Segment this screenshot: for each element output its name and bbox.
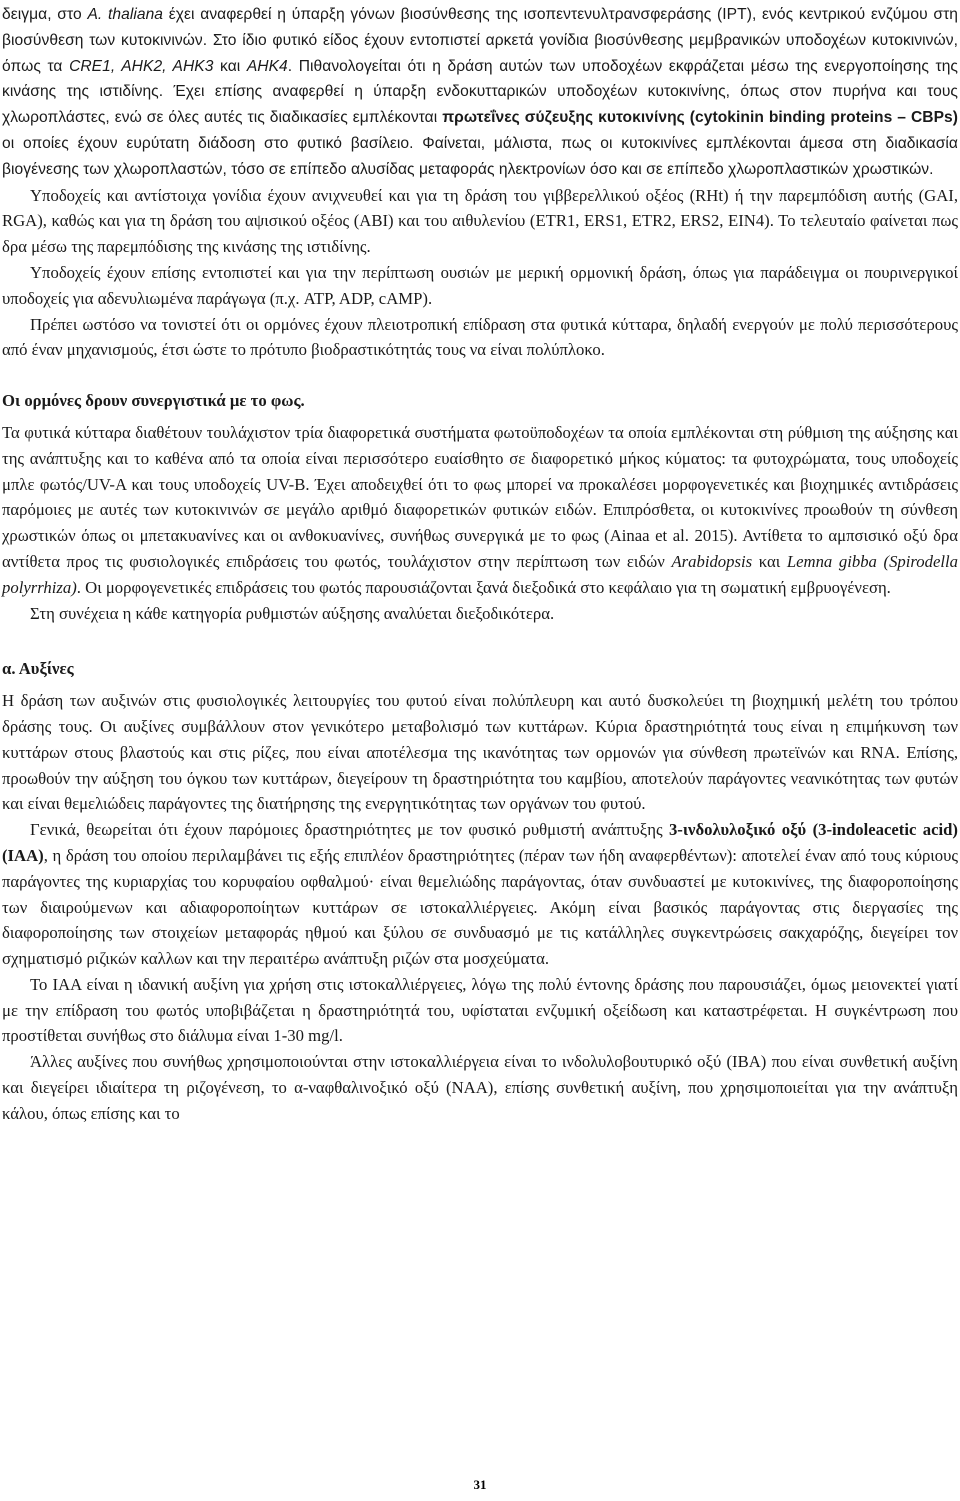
paragraph-photoreceptors: Τα φυτικά κύτταρα διαθέτουν τουλάχιστον τρία διαφορετικά συστήματα φωτοϋποδοχέων τα οποία εμπλέκονται στη ρύθμιση της αύξησης και της ανάπτυξης και το καθένα από τα οποία είναι περισσότερο ευαίσθητο σε διαφορετικό μήκος κύματος: τα φυτοχρώματα, τους υποδοχείς μπλε φωτός/UV-A και τους υποδοχείς UV-B. Έχει αποδειχθεί ότι το φως μπορεί να προκαλέσει μορφογενετικές και βιοχημικές αντιδράσεις παρόμοιες με αυτές των κυτοκινινών σε μεγάλο αριθμό διαφορετικών φυτικών ειδών. Επιπρόσθετα, οι κυτοκινίνες προωθούν τη σύνθεση χρωστικών όπως οι μπετακυανίνες και οι ανθοκυανίνες, συνήθως συνεργικά με το φως (Ainaa et al. 2015). Αντίθετα το αμπσισικό οξύ δρα αντίθετα προς τις φυσιολογικές επιδράσεις του φωτός, τουλάχιστον στην περίπτωση των ειδών Arabidopsis και Lemna gibba (Spirodella polyrrhiza). Οι μορφογενετικές επιδράσεις του φωτός παρουσιάζονται ξανά διεξοδικά στο κεφάλαιο για τη σωματική εμβρυογένεση. — [2, 422, 958, 597]
paragraph-purinergic-receptors: Υποδοχείς έχουν επίσης εντοπιστεί και για την περίπτωση ουσιών με μερική ορμονική δράση, όπως για παράδειγμα οι πουρινεργικοί υποδοχείς για αδενυλιωμένα παράγωγα (π.χ. ATP, ADP, cAMP). — [2, 262, 958, 308]
spacer — [2, 363, 958, 388]
section-heading-hormones-light: Οι ορμόνες δρουν συνεργιστικά με το φως. — [2, 391, 305, 411]
paragraph-other-auxins: Άλλες αυξίνες που συνήθως χρησιμοποιούνται στην ιστοκαλλιέργεια είναι το ινδολυλοβουτυρικό οξύ (IBA) που είναι συνθετική αυξίνη και διεγείρει ιδιαίτερα τη ριζογένεση, το α-ναφθαλινοξικό οξύ (NAA), επίσης συνθετική αυξίνη, που χρησιμοποιείται για την ανάπτυξη κάλου, όπως επίσης και το — [2, 1052, 958, 1123]
paragraph-next-section-note: Στη συνέχεια η κάθε κατηγορία ρυθμιστών αύξησης αναλύεται διεξοδικότερα. — [30, 603, 555, 623]
page-number: 31 — [473, 1477, 487, 1492]
paragraph-auxin-action: Η δράση των αυξινών στις φυσιολογικές λειτουργίες του φυτού είναι πολύπλευρη και αυτό δυσκολεύει τη βιοχημική μελέτη του τρόπου δράσης τους. Οι αυξίνες συμβάλλουν στον γενικότερο μεταβολισμό των κυττάρων. Κύρια δραστηριότητά τους είναι η επιμήκυνση των κυττάρων στους βλαστούς και στις ρίζες, που είναι αποτέλεσμα της ικανότητας των ορμονών για σύνθεση πρωτεϊνών και RNA. Επίσης, προωθούν την αύξηση του όγκου των κυττάρων, διεγείρουν τη δραστηριότητα του καμβίου, αποτελούν παράγοντες νεανικότητας των φυτών και είναι θεμελιώδεις παράγοντες της διατήρησης της ενεργητικότητας των οργάνων του φυτού. — [2, 691, 958, 814]
paragraph-receptor-genes: Υποδοχείς και αντίστοιχα γονίδια έχουν ανιχνευθεί και για τη δράση του γιββερελλικού οξέος (RHt) ή την παρεμπόδιση αυτής (GAI, RGA), καθώς και για τη δράση του αψισικού οξέος (ABI) και του αιθυλενίου (ETR1, ERS1, ETR2, ERS2, EIN4). Το τελευταίο φαίνεται πως δρα μέσω της παρεμπόδισης της κινάσης της ιστιδίνης. — [2, 185, 958, 257]
section-heading-auxins: α. Αυξίνες — [2, 659, 74, 679]
paragraph-iaa-usage: Το IAA είναι η ιδανική αυξίνη για χρήση στις ιστοκαλλιέργειες, λόγω της πολύ έντονης δράσης που παρουσιάζει, όμως μειονεκτεί γιατί με την επίδραση του φωτός υποβιβάζεται η δραστηριότητά του, υφίσταται ενζυμική οξείδωση και καταστρέφεται. Η συγκέντρωση που προστίθεται συνήθως στο διάλυμα είναι 1-30 mg/l. — [2, 974, 958, 1046]
spacer — [2, 626, 958, 656]
paragraph-iaa-activities: Γενικά, θεωρείται ότι έχουν παρόμοιες δραστηριότητες με τον φυσικό ρυθμιστή ανάπτυξης 3-ινδολυλοξικό οξύ (3-indoleacetic acid) (IAA), η δράση του οποίου περιλαμβάνει τις εξής επιπλέον δραστηριότητες (πέραν των ήδη αναφερθέντων): αποτελεί έναν από τους κύριους παράγοντες της κυριαρχίας του κορυφαίου οφθαλμού· είναι θεμελιώδης παράγοντας, όταν συνδυαστεί με κυτοκινίνες, της διαφοροποίησης των διαιρούμενων και αδιαφοροποίητων κυττάρων σε ιστοκαλλιέργειες. Ακόμη είναι βασικός παράγοντας στις διεργασίες της διαφοροποίησης των στοιχείων μεταφοράς ηθμού και ξύλου σε συνδυασμό με τις κατάλληλες συγκεντρώσεις σακχαρόζης, διεγείρει τον σχηματισμό ριζικών καλλων και την περαιτέρω ανάπτυξη ριζών στα μοσχεύματα. — [2, 820, 958, 969]
paragraph-pleiotropic-effect: Πρέπει ωστόσο να τονιστεί ότι οι ορμόνες έχουν πλειοτροπική επίδραση στα φυτικά κύτταρα, δηλαδή ενεργούν με πολύ περισσότερους από έναν μηχανισμούς, έτσι ώστε το πρότυπο βιοδραστικότητάς τους να είναι πολύπλοκο. — [2, 314, 958, 360]
paragraph-cytokinin-receptors: δειγμα, στο A. thaliana έχει αναφερθεί η ύπαρξη γόνων βιοσύνθεσης της ισοπεντενυλτρανσφεράσης (IPT), ενός κεντρικού ενζύμου στη βιοσύνθεση των κυτοκινινών. Στο ίδιο φυτικό είδος έχουν εντοπιστεί αρκετά γονίδια βιοσύνθεσης μεμβρανικών υποδοχέων κυτοκινινών, όπως τα CRE1, AHK2, AHK3 και AHK4. Πιθανολογείται ότι η δράση αυτών των υποδοχέων εκφράζεται μέσω της ενεργοποίησης της κινάσης της ιστιδίνης. Έχει επίσης αναφερθεί η ύπαρξη ενδοκυτταρικών υποδοχέων κυτοκινίνης, όπως στον πυρήνα και τους χλωροπλάστες, ενώ σε όλες αυτές τις διαδικασίες εμπλέκονται πρωτεΐνες σύζευξης κυτοκινίνης (cytokinin binding proteins – CBPs) οι οποίες έχουν ευρύτατη διάδοση στο φυτικό βασίλειο. Φαίνεται, μάλιστα, πως οι κυτοκινίνες εμπλέκονται άμεσα στη διαδικασία βιογένεσης των χλωροπλαστών, τόσο σε επίπεδο αλυσίδας μεταφοράς ηλεκτρονίων όσο και σε επίπεδο χλωροπλαστικών χρωστικών. — [2, 6, 958, 178]
